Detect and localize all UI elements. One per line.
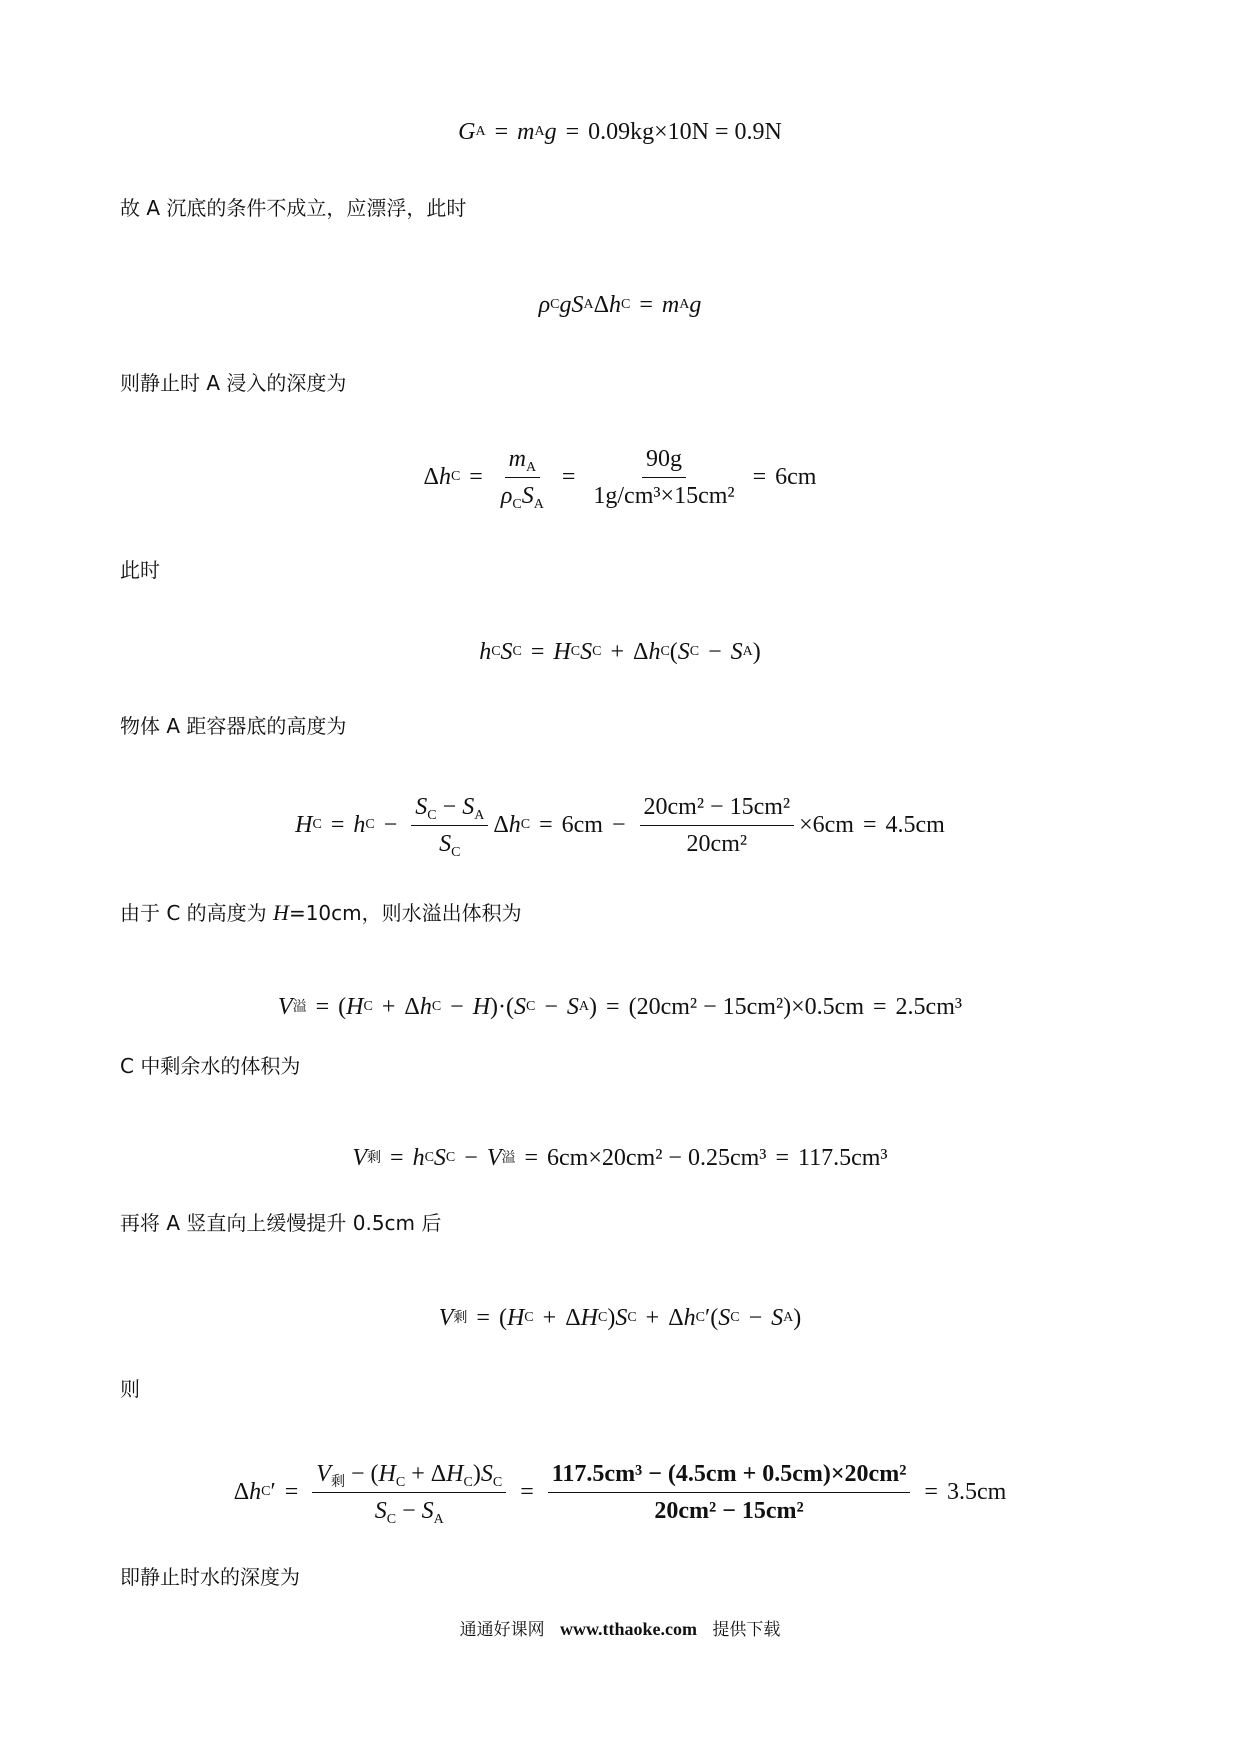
equation-height-c: H C = h C − $\frac{S_C - S_A}{S_C}$ Δ h C = 6cm − $\frac{\text{20cm² − 15cm²}}{\text{20cm²}}$ ×6cm = 4.5cm — [295, 793, 945, 860]
equation-result: 6cm — [775, 463, 817, 490]
footer-url-link[interactable]: www.tthaoke.com — [560, 1619, 697, 1639]
equation-remaining-after-lift: V 剩 = ( H C + Δ H C ) S C + Δ h C ′( S C − S A ) — [438, 1304, 802, 1331]
footer-site-name: 通通好课网 — [459, 1620, 545, 1640]
fraction-numerator: 20cm² − 15cm² — [640, 793, 795, 826]
paragraph-float-condition: 故 A 沉底的条件不成立，应漂浮，此时 — [120, 196, 467, 220]
fraction-numerator: 90g — [642, 445, 686, 478]
equation-weight: G A = m A g = 0.09kg×10N = 0.9N — [458, 118, 782, 145]
fraction-numerator: 117.5cm³ − (4.5cm + 0.5cm)×20cm² — [548, 1460, 911, 1493]
equation-result: 117.5cm³ — [798, 1144, 888, 1171]
paragraph-then: 则 — [120, 1377, 140, 1401]
fraction-symbolic: $\frac{S_C - S_A}{S_C}$ — [411, 793, 488, 858]
equation-term: 6cm — [561, 811, 603, 838]
fraction-numeric — [640, 793, 795, 858]
paragraph-remaining-water: C 中剩余水的体积为 — [120, 1054, 301, 1078]
equation-weight-rhs: 0.09kg×10N = 0.9N — [588, 118, 782, 145]
equation-term: 6cm×20cm² − 0.25cm³ — [547, 1144, 767, 1171]
paragraph-at-this-time: 此时 — [120, 558, 160, 582]
fraction-numeric — [548, 1460, 911, 1525]
equation-volume-balance: h C S C = H C S C + Δ h C ( S C − S A ) — [479, 638, 761, 665]
fraction-denominator: 20cm² — [686, 830, 748, 857]
fraction-symbolic: $\frac{m_A}{\rho_CS_A}$ — [500, 445, 544, 512]
fraction-symbolic: $\frac{V_剩 - (H_C + \Delta H_C)S_C}{S_C - S_A}$ — [312, 1460, 506, 1525]
paragraph-overflow-volume: 由于 C 的高度为 H=10cm，则水溢出体积为 — [120, 900, 522, 925]
paragraph-immersion-depth: 则静止时 A 浸入的深度为 — [120, 371, 347, 395]
equation-result: 4.5cm — [885, 811, 945, 838]
equation-overflow: V 溢 = ( H C + Δ h C − H )·( S C − S A ) = (20cm² − 15cm²)×0.5cm = 2.5cm³ — [277, 993, 963, 1020]
equation-result: 3.5cm — [946, 1478, 1007, 1505]
paragraph-height-above-bottom: 物体 A 距容器底的高度为 — [120, 714, 347, 738]
equation-term: ×6cm — [799, 811, 854, 838]
fraction-numeric — [589, 445, 738, 510]
equation-buoyancy: ρ C gS A Δ h C = m A g — [538, 291, 702, 318]
equation-delta-h: Δ h C = $\frac{m_A}{\rho_CS_A}$ = $\frac{90g}{\text{1g/cm³×15cm²}}$ = 6cm — [423, 445, 817, 512]
paragraph-lift-a: 再将 A 竖直向上缓慢提升 0.5cm 后 — [120, 1211, 442, 1235]
equation-remaining: V 剩 = h C S C − V 溢 = 6cm×20cm² − 0.25cm³ = 117.5cm³ — [352, 1144, 888, 1171]
fraction-denominator: 1g/cm³×15cm² — [593, 482, 735, 509]
equation-new-depth: Δ h C ′ = $\frac{V_剩 - (H_C + \Delta H_C)S_C}{S_C - S_A}$ = $\frac{\text{117.5cm³ − (4.5cm + 0.5cm)×20cm²}}{\text{20cm² − 15cm²}}$ = 3.5cm — [233, 1460, 1007, 1527]
paragraph-water-depth: 即静止时水的深度为 — [120, 1565, 300, 1589]
equation-result: 2.5cm³ — [895, 993, 963, 1020]
equation-term: (20cm² − 15cm²)×0.5cm — [628, 993, 864, 1020]
page-footer — [0, 1615, 1240, 1640]
footer-download-text: 提供下载 — [712, 1620, 781, 1640]
fraction-denominator: 20cm² − 15cm² — [654, 1497, 804, 1524]
